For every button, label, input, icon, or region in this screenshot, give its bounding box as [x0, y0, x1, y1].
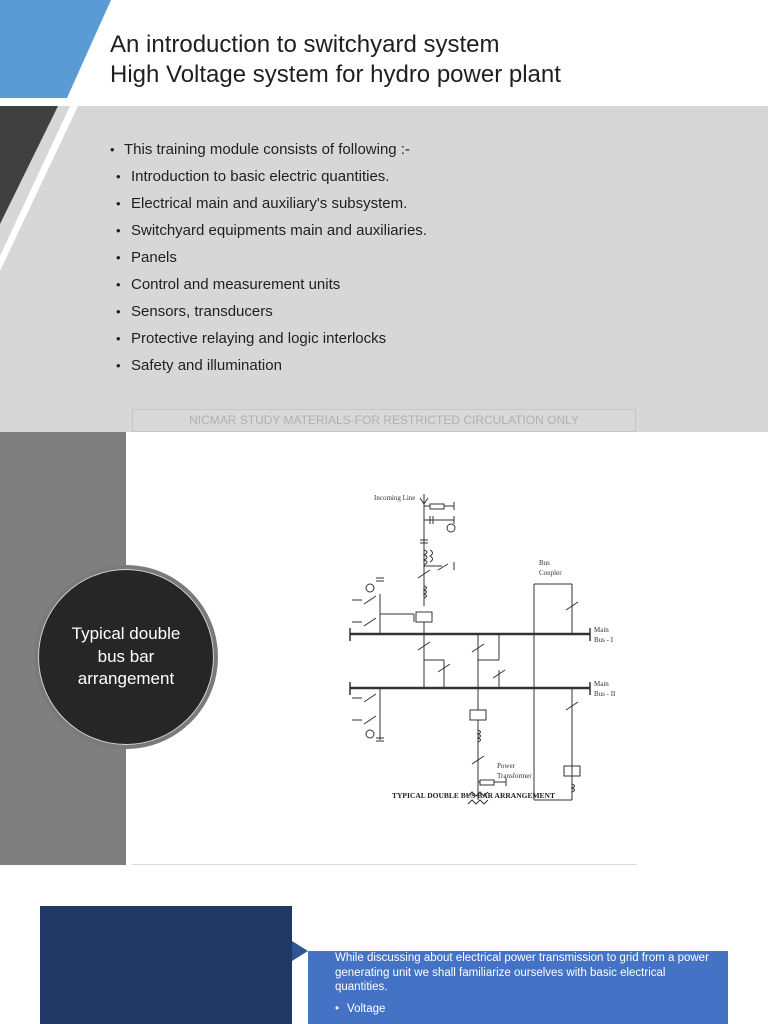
- slide-intro: [0, 0, 768, 432]
- label-main-bus-2b: Bus - II: [594, 690, 616, 698]
- list-item-text: Switchyard equipments main and auxiliaries.: [131, 222, 427, 239]
- bullet-dot: •: [116, 358, 121, 373]
- label-incoming-line: Incoming Line: [374, 494, 416, 502]
- label-bus-coupler-1: Bus: [539, 559, 550, 567]
- list-item: [110, 298, 427, 325]
- pt2-iso: [364, 618, 376, 626]
- bullet-dot: •: [116, 250, 121, 265]
- slide-title: [110, 30, 750, 90]
- feeder-breaker: [416, 612, 432, 622]
- list-item: [110, 190, 427, 217]
- cvt-coil: [447, 524, 455, 532]
- line-trap-side: [430, 550, 433, 562]
- circle-title-text: Typical double bus bar arrangement: [71, 624, 181, 689]
- pt4-iso: [364, 716, 376, 724]
- content-box: [308, 951, 728, 1024]
- list-item: [110, 325, 427, 352]
- title-circle-ring: [34, 565, 218, 749]
- tx-breaker: [470, 710, 486, 720]
- list-item-text: Panels: [131, 249, 177, 266]
- lead-item-text: This training module consists of following :-: [124, 141, 410, 158]
- bullet-dot: •: [116, 223, 121, 238]
- bullet-item: [335, 1003, 385, 1015]
- bullet-dot: •: [116, 331, 121, 346]
- list-item-text: Control and measurement units: [131, 276, 341, 293]
- bullet-dot: •: [116, 169, 121, 184]
- list-item-text: Introduction to basic electric quantities.: [131, 168, 390, 185]
- list-item: [110, 244, 427, 271]
- earth-switch: [438, 564, 448, 570]
- pt1-iso: [364, 596, 376, 604]
- navy-title-block: [40, 906, 292, 1024]
- list-item-text: Safety and illumination: [131, 357, 282, 374]
- label-power-transformer-2: Transformer: [497, 772, 532, 780]
- title-line-2: High Voltage system for hydro power plant: [110, 61, 561, 88]
- power-transformer-symbol-2: [468, 800, 488, 804]
- label-main-bus-1a: Main: [594, 626, 609, 634]
- content-paragraph: [335, 951, 715, 995]
- tx-arrester: [480, 780, 494, 785]
- slide-basic-quantities: [0, 865, 768, 1024]
- bullet-text: Voltage: [347, 1003, 386, 1015]
- slide-double-bus-bar: [0, 432, 768, 865]
- list-item: [110, 163, 427, 190]
- blue-parallelogram: [0, 0, 111, 98]
- double-bus-bar-diagram: [334, 484, 634, 808]
- list-item: [110, 217, 427, 244]
- label-power-transformer-1: Power: [497, 762, 515, 770]
- bullet-dot: •: [335, 1003, 340, 1015]
- bullet-dot: •: [116, 277, 121, 292]
- label-bus-coupler-2: Coupler: [539, 569, 562, 577]
- line-ct: [430, 504, 444, 509]
- pointer-arrow: [292, 941, 308, 961]
- paragraph-text: While discussing about electrical power transmission to grid from a power generating unit we shall familiarize ourselves with basic electrical quantities.: [335, 952, 709, 993]
- circulation-footer: NICMAR STUDY MATERIALS-FOR RESTRICTED CIRCULATION ONLY: [132, 409, 636, 432]
- list-item-text: Sensors, transducers: [131, 303, 273, 320]
- module-contents-list: [110, 136, 427, 379]
- list-item: [110, 352, 427, 379]
- bullet-dot: •: [116, 196, 121, 211]
- list-lead-item: [110, 136, 427, 163]
- bullet-dot: •: [116, 304, 121, 319]
- list-item-text: Electrical main and auxiliary's subsystem.: [131, 195, 408, 212]
- label-main-bus-2a: Main: [594, 680, 609, 688]
- pt3-iso: [364, 694, 376, 702]
- pt1-coil: [366, 584, 374, 592]
- title-circle: [38, 569, 214, 745]
- label-main-bus-1b: Bus - I: [594, 636, 614, 644]
- pt4-coil: [366, 730, 374, 738]
- diagram-caption: TYPICAL DOUBLE BUS BAR ARRANGEMENT: [392, 791, 555, 800]
- dark-accent-shape: [0, 106, 80, 276]
- bullet-dot: •: [110, 142, 115, 157]
- title-line-1: An introduction to switchyard system: [110, 31, 500, 58]
- list-item-text: Protective relaying and logic interlocks: [131, 330, 387, 347]
- list-item: [110, 271, 427, 298]
